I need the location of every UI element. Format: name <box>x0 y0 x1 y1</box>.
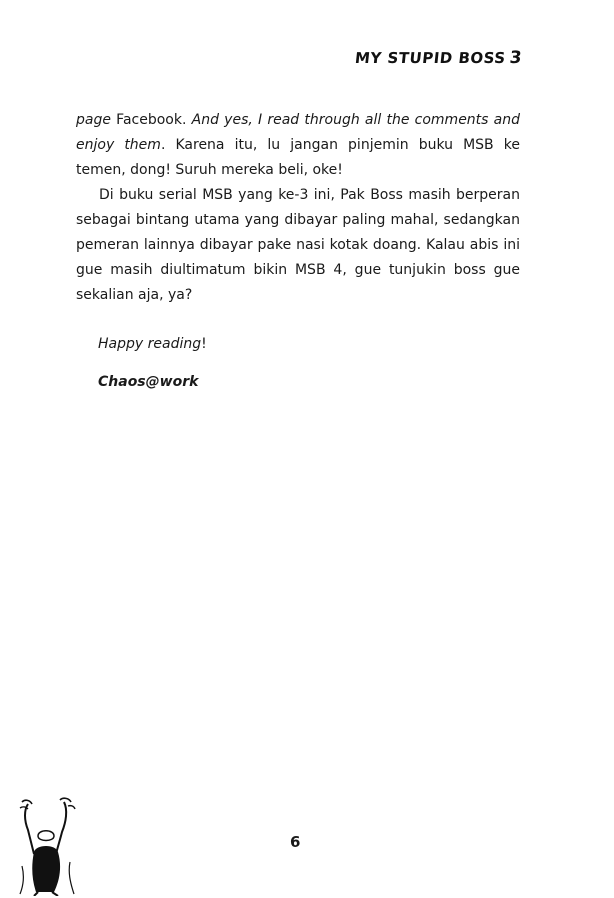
volume-number: 3 <box>508 48 524 68</box>
paragraph-2 <box>76 183 520 308</box>
text-run: . Karena itu, lu jangan pinjemin buku MSB ke temen, dong! Suruh mereka beli, oke! <box>76 137 520 178</box>
raised-arms-doodle-icon <box>14 796 80 896</box>
signature: Chaos@work <box>98 374 199 390</box>
text-run: page <box>76 112 111 128</box>
greeting-text: Happy reading <box>98 336 202 352</box>
text-run: And yes, I read through all the comments and enjoy them <box>76 112 521 153</box>
greeting-punctuation: ! <box>201 336 207 352</box>
paragraph-1 <box>76 108 520 183</box>
text-run: Facebook. <box>110 112 192 128</box>
text-run: Di buku serial MSB yang ke-3 ini, Pak Boss masih berperan sebagai bintang utama yang dibayar paling mahal, sedangkan pemeran lainnya dibayar pake nasi kotak doang. Kalau abis ini gue masih diultimatum bikin MSB 4, gue tunjukin boss gue sekalian aja, ya? <box>76 187 520 303</box>
body-text <box>76 108 520 308</box>
closing-greeting <box>98 336 207 352</box>
book-title: MY STUPID BOSS <box>354 49 507 67</box>
running-header <box>354 48 523 68</box>
page-number: 6 <box>290 833 301 851</box>
